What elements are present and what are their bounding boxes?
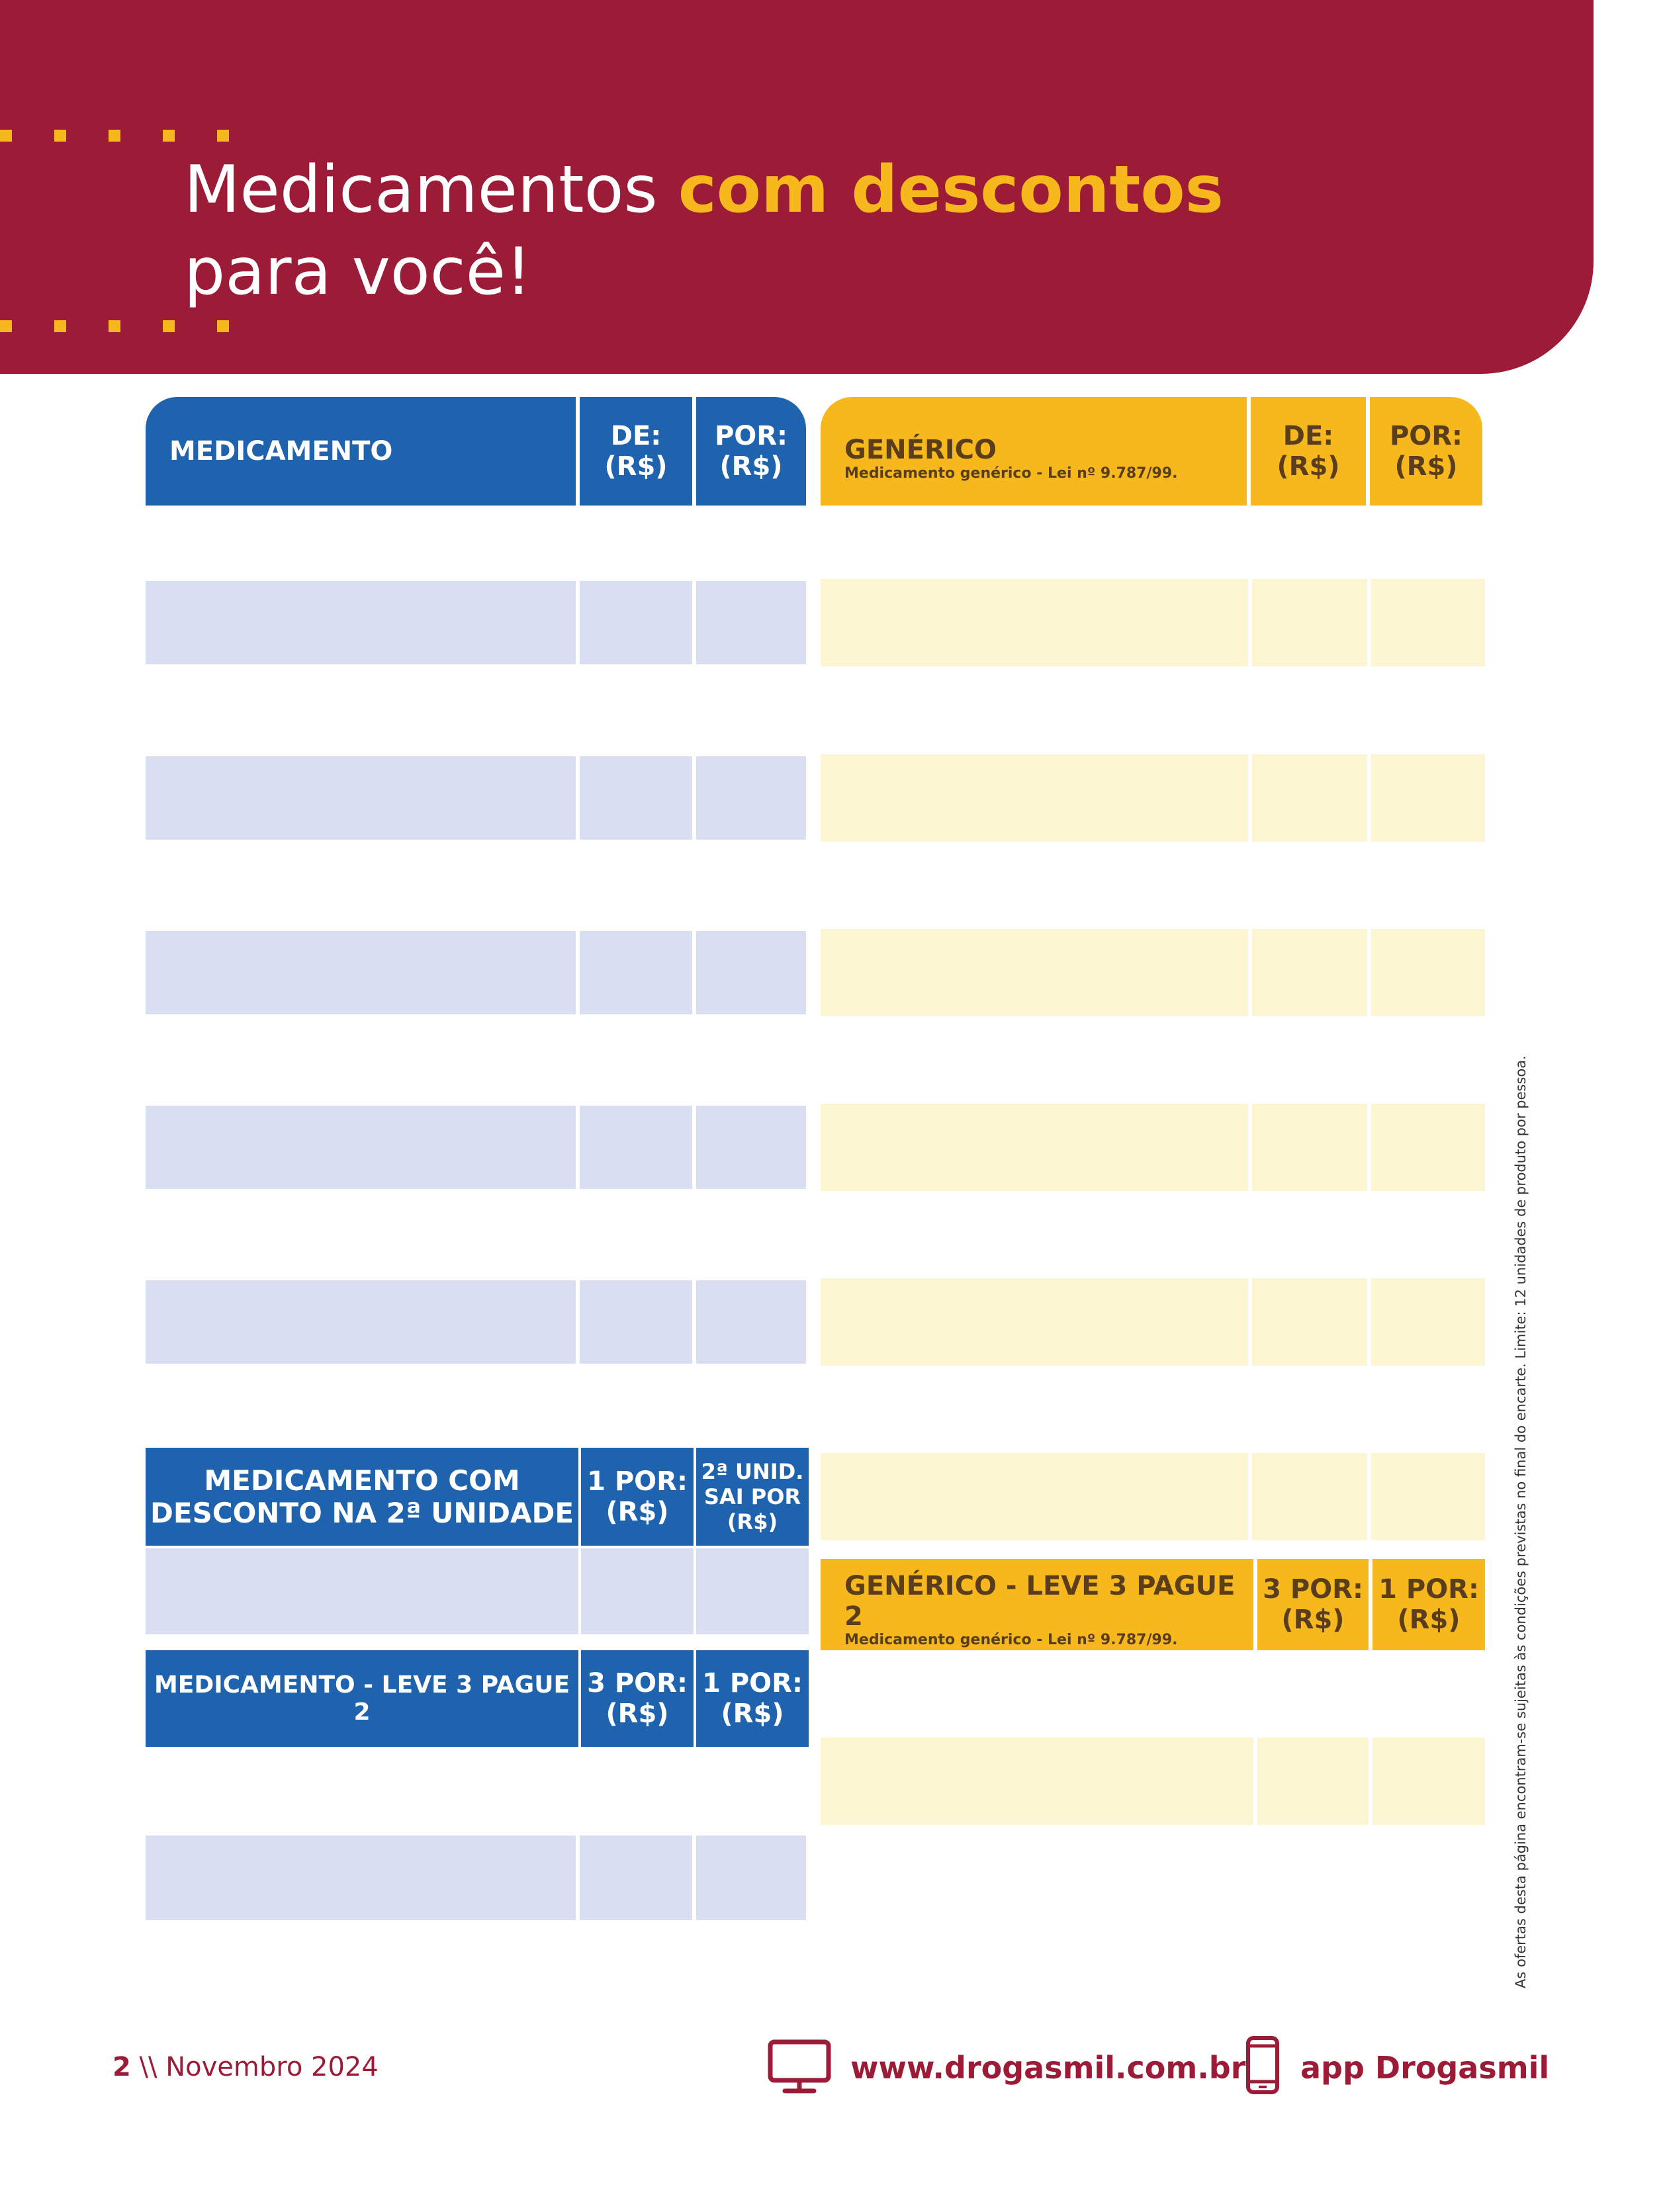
leve3-generico-row [821, 1738, 1485, 1825]
medicamento-row [146, 1280, 806, 1364]
leve3-generico-header-name: GENÉRICO - LEVE 3 PAGUE 2 Medicamento genérico - Lei nº 9.787/99. [821, 1559, 1253, 1650]
generico-row [821, 1278, 1485, 1366]
segunda-unidade-header-2unid: 2ª UNID. SAI POR (R$) [696, 1448, 809, 1546]
medicamento-header-name: MEDICAMENTO [146, 397, 576, 506]
leve3-medicamento-header-name: MEDICAMENTO - LEVE 3 PAGUE 2 [146, 1650, 578, 1747]
smartphone-icon [1245, 2035, 1280, 2095]
decorative-dots-top [0, 130, 278, 139]
generico-header-de: DE: (R$) [1251, 397, 1366, 506]
leve3-medicamento-row [146, 1836, 806, 1920]
generico-row [821, 754, 1485, 842]
medicamento-header-por: POR: (R$) [696, 397, 806, 506]
leve3-generico-header-1por: 1 POR: (R$) [1372, 1559, 1485, 1650]
generico-row [821, 1104, 1485, 1191]
monitor-icon [768, 2039, 831, 2094]
medicamento-header-de: DE: (R$) [580, 397, 692, 506]
medicamento-row [146, 581, 806, 664]
decorative-dots-bottom [0, 320, 278, 330]
app-link[interactable]: app Drogasmil [1300, 2050, 1550, 2086]
leve3-medicamento-header-1por: 1 POR: (R$) [696, 1650, 809, 1747]
page-title-line1: Medicamentos com descontos [184, 152, 1224, 228]
segunda-unidade-header-1por: 1 POR: (R$) [581, 1448, 694, 1546]
generico-row [821, 929, 1485, 1016]
generico-header-por: POR: (R$) [1370, 397, 1482, 506]
segunda-unidade-header-name: MEDICAMENTO COM DESCONTO NA 2ª UNIDADE [146, 1448, 578, 1546]
leve3-medicamento-header-3por: 3 POR: (R$) [581, 1650, 694, 1747]
page-title-line2: para você! [184, 234, 532, 310]
website-link[interactable]: www.drogasmil.com.br [850, 2050, 1246, 2086]
segunda-unidade-row [146, 1548, 809, 1634]
medicamento-row [146, 931, 806, 1014]
generico-row [821, 1453, 1485, 1540]
leve3-generico-header-3por: 3 POR: (R$) [1257, 1559, 1369, 1650]
page-footer-edition: 2 \\ Novembro 2024 [112, 2052, 379, 2082]
generico-header-name: GENÉRICO Medicamento genérico - Lei nº 9.787/99. [821, 397, 1247, 506]
medicamento-row [146, 1106, 806, 1189]
offers-disclaimer: As ofertas desta página encontram-se sujeitas às condições previstas no final do encarte. Limite: 12 unidades de produto por pessoa. [1513, 1055, 1529, 1988]
generico-row [821, 579, 1485, 666]
medicamento-row [146, 756, 806, 840]
